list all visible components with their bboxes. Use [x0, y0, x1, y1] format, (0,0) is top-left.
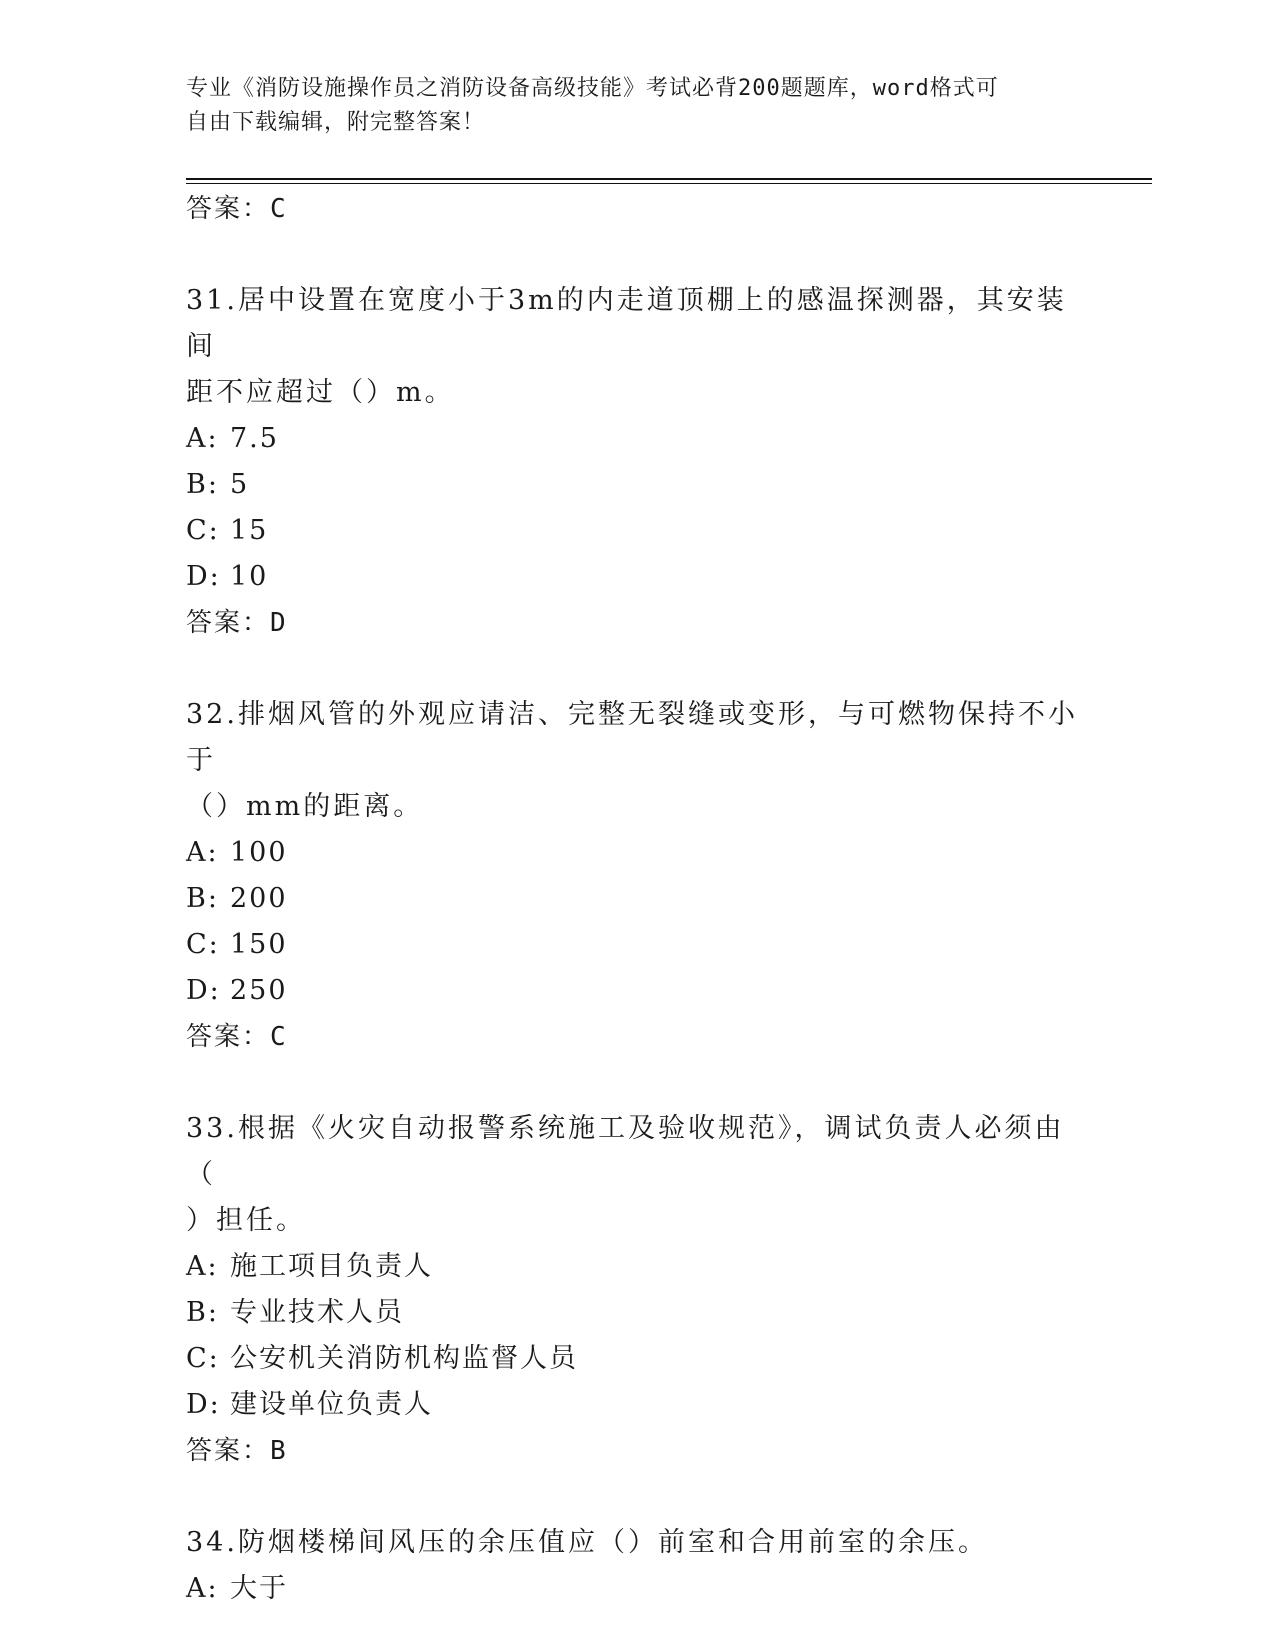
option-b	[186, 876, 1086, 922]
answer-line: 答案：C	[186, 1022, 288, 1052]
option-value: 专业技术人员	[230, 1297, 404, 1328]
question-text-cont: 距不应超过（）m。	[186, 377, 455, 408]
option-key: C:	[186, 929, 220, 960]
option-value: 公安机关消防机构监督人员	[230, 1343, 578, 1374]
option-a	[186, 416, 1086, 462]
option-key: B:	[186, 883, 219, 914]
option-d	[186, 554, 1086, 600]
option-key: B:	[186, 1297, 219, 1328]
answer-line: 答案：C	[186, 194, 288, 224]
option-value: 施工项目负责人	[230, 1251, 433, 1282]
option-c	[186, 508, 1086, 554]
option-value: 大于	[230, 1573, 288, 1604]
option-a	[186, 1566, 1086, 1612]
option-value: 250	[230, 975, 288, 1006]
question-text-cont: （）mm的距离。	[186, 791, 424, 822]
option-d	[186, 968, 1086, 1014]
document-header	[186, 72, 1066, 140]
question-text: 32.排烟风管的外观应请洁、完整无裂缝或变形，与可燃物保持不小于	[186, 699, 1078, 776]
option-value: 5	[230, 469, 250, 500]
option-a	[186, 830, 1086, 876]
question-32	[186, 692, 1086, 1060]
option-key: C:	[186, 515, 220, 546]
option-key: A:	[186, 837, 219, 868]
option-a	[186, 1244, 1086, 1290]
option-value: 150	[230, 929, 288, 960]
option-key: B:	[186, 469, 219, 500]
option-key: D:	[186, 975, 221, 1006]
answer-line: 答案：B	[186, 1436, 288, 1466]
option-key: A:	[186, 423, 219, 454]
question-text: 33.根据《火灾自动报警系统施工及验收规范》，调试负责人必须由（	[186, 1113, 1065, 1190]
header-divider-thin	[186, 183, 1152, 184]
option-value: 7.5	[230, 423, 279, 454]
header-line-1: 专业《消防设施操作员之消防设备高级技能》考试必背200题题库，word格式可	[186, 76, 999, 101]
answer-line: 答案：D	[186, 608, 288, 638]
option-b	[186, 462, 1086, 508]
option-key: D:	[186, 561, 221, 592]
question-text: 31.居中设置在宽度小于3m的内走道顶棚上的感温探测器，其安装间	[186, 285, 1067, 362]
question-text-cont: ）担任。	[186, 1205, 306, 1236]
option-value: 15	[230, 515, 269, 546]
option-b	[186, 1290, 1086, 1336]
header-divider-thick	[186, 178, 1152, 180]
option-key: A:	[186, 1573, 219, 1604]
question-31	[186, 278, 1086, 646]
option-value: 建设单位负责人	[230, 1389, 433, 1420]
option-key: A:	[186, 1251, 219, 1282]
header-line-2: 自由下载编辑，附完整答案！	[186, 110, 486, 135]
option-key: C:	[186, 1343, 220, 1374]
option-value: 10	[230, 561, 269, 592]
option-c	[186, 922, 1086, 968]
option-key: D:	[186, 1389, 221, 1420]
question-text: 34.防烟楼梯间风压的余压值应（）前室和合用前室的余压。	[186, 1527, 988, 1558]
question-33	[186, 1106, 1086, 1474]
option-value: 200	[230, 883, 288, 914]
option-c	[186, 1336, 1086, 1382]
question-list	[186, 186, 1086, 1612]
option-value: 100	[230, 837, 288, 868]
question-34	[186, 1520, 1086, 1612]
option-d	[186, 1382, 1086, 1428]
